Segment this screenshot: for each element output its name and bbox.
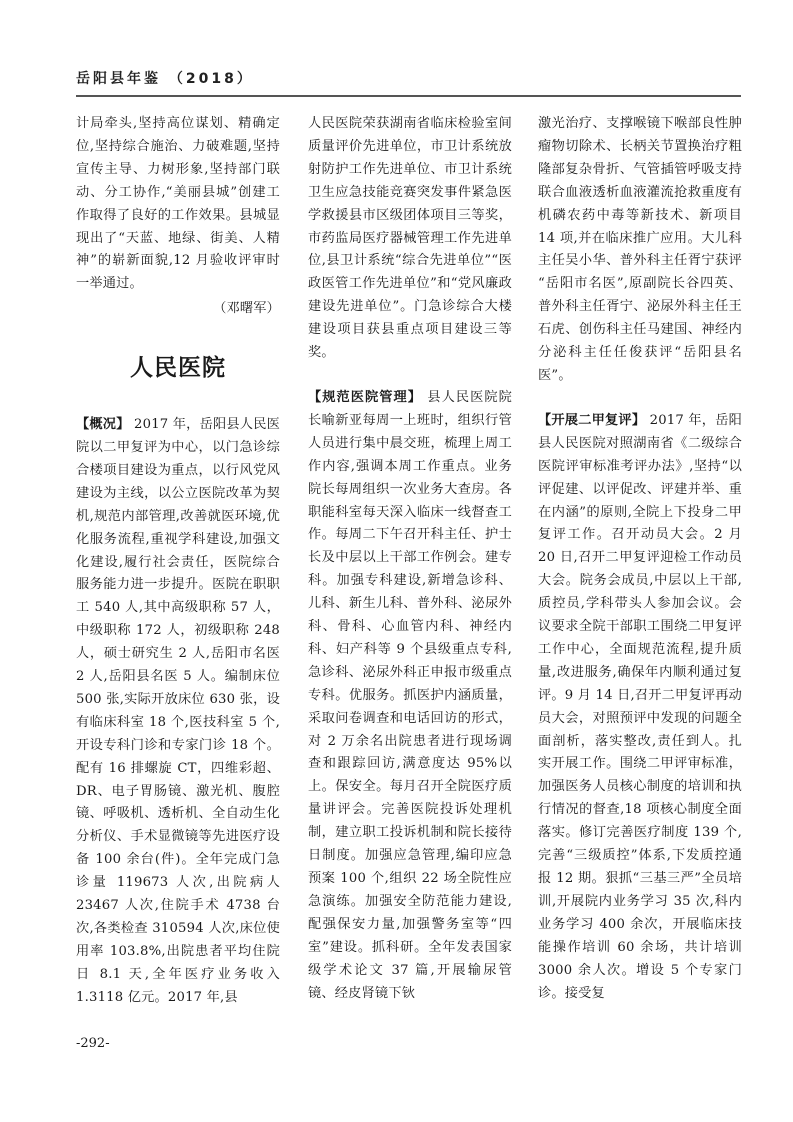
section-title: 人民医院 [130,354,226,382]
header-rule [76,95,741,97]
overview-paragraph [76,414,280,1010]
entry-heading-management: 【规范医院管理】 [308,389,423,405]
continued-paragraph: 计局牵头,坚持高位谋划、精确定位,坚持综合施治、力破难题,坚持宣传主导、力树形象,坚持部门联动、分工协作,“美丽县城”创建工作取得了良好的工作效果。县城显现出了“天蓝、地绿、街美、人精神”的崭新面貌,12 月验收评审时一举通过。 [76,116,280,292]
entry-heading-review: 【开展二甲复评】 [538,412,646,428]
continued-paragraph: 激光治疗、支撑喉镜下喉部良性肿瘤物切除术、长柄关节置换治疗粗隆部复杂骨折、气管插管呼吸支持联合血液透析血液灌流抢救重度有机磷农药中毒等新技术、新项目 14 项,并在临床推广应用。大儿科主任吴小华、普外科主任胥宁获评 “岳阳市名医”,原副院长谷四英、普外科主任胥宁、泌尿外科主任王石虎、创伤科主任马建国、神经内分泌科主任任俊获评“岳阳县名医”。 [538,116,742,383]
column-left [76,113,280,1010]
overview-text: 2017 年，岳阳县人民医院以二甲复评为中心，以门急诊综合楼项目建设为重点，以行风党风建设为主线，以公立医院改革为契机,规范内部管理,改善就医环境,优化服务流程,重视学科建设,加强文化建设,履行社会责任，医院综合服务能力进一步提升。医院在职职工 540 人,其中高级职称 57 人，中级职称 172 人，初级职称 248 人，硕士研究生 2 人,岳阳市名医 2 人,岳阳县名医 5 人。编制床位 500 张,实际开放床位 630 张，设有临床科室 18 个,医技科室 5 个,开设专科门诊和专家门诊 18 个。配有 16 排螺旋 CT，四维彩超、DR、电子胃肠镜、激光机、腹腔镜、呼吸机、透析机、全自动生化分析仪、手术显微镜等先进医疗设备 100 余台(件)。全年完成门急诊量 119673 人次,出院病人 23467 人次,住院手术 4738 台次,各类检查 310594 人次,床位使用率 103.8%,出院患者平均住院日 8.1 天,全年医疗业务收入 1.3118 亿元。2017 年,县 [76,417,280,1005]
page-number: -292- [76,1036,110,1051]
author-byline: （邓曙军） [213,301,280,317]
column-middle [308,113,512,1005]
management-text: 县人民医院院长喻新亚每周一上班时，组织行管人员进行集中晨交班，梳理上周工作内容,强调本周工作重点。业务院长每周组织一次业务大查房。各职能科室每天深入临床一线督查工作。每周二下午召开科主任、护士长及中层以上干部工作例会。建专科。加强专科建设,新增急诊科、儿科、新生儿科、普外科、泌尿外科、骨科、心血管内科、神经内科、妇产科等 9 个县级重点专科,急诊科、泌尿外科正申报市级重点专科。优服务。抓医护内涵质量，采取问卷调查和电话回访的形式，对 2 万余名出院患者进行现场调查和跟踪回访,满意度达 95%以上。保安全。每月召开全院医疗质量讲评会。完善医院投诉处理机制，建立职工投诉机制和院长接待日制度。加强应急管理,编印应急预案 100 个,组织 22 场全院性应急演练。加强安全防范能力建设,配强保安力量,加强警务室等“四室”建设。抓科研。全年发表国家级学术论文 37 篇,开展输尿管镜、经皮肾镜下钬 [308,389,512,1001]
entry-heading-overview: 【概况】 [76,417,130,433]
review-paragraph [538,410,742,1006]
column-right [538,113,742,1005]
review-text: 2017 年，岳阳县人民医院对照湖南省《二级综合医院评审标准考评办法》,坚持“以评促建、以评促改、评建并举、重在内涵”的原则,全院上下投身二甲复评工作。召开动员大会。2 月 20 日,召开二甲复评迎检工作动员大会。院务会成员,中层以上干部,质控员,学科带头人参加会议。会议要求全院干部职工围绕二甲复评工作中心，全面规范流程,提升质量,改进服务,确保年内顺利通过复评。9 月 14 日,召开二甲复评再动员大会，对照预评中发现的问题全面剖析，落实整改,责任到人。扎实开展工作。围绕二甲评审标准，加强医务人员核心制度的培训和执行情况的督查,18 项核心制度全面落实。修订完善医疗制度 139 个,完善“三级质控”体系,下发质控通报 12 期。狠抓“三基三严”全员培训,开展院内业务学习 35 次,科内业务学习 400 余次，开展临床技能操作培训 60 余场，共计培训 3000 余人次。增设 5 个专家门诊。接受复 [538,412,742,1001]
management-paragraph [308,387,512,1005]
running-title: 岳阳县年鉴 （2018） [76,71,254,87]
continued-paragraph: 人民医院荣获湖南省临床检验室间质量评价先进单位，市卫计系统放射防护工作先进单位、市卫计系统卫生应急技能竞赛突发事件紧急医学救援县市区级团体项目三等奖，市药监局医疗器械管理工作先进单位,县卫计系统“综合先进单位”“医政医管工作先进单位”和“党风廉政建设先进单位”。门急诊综合大楼建设项目获县重点项目建设三等奖。 [308,116,512,361]
